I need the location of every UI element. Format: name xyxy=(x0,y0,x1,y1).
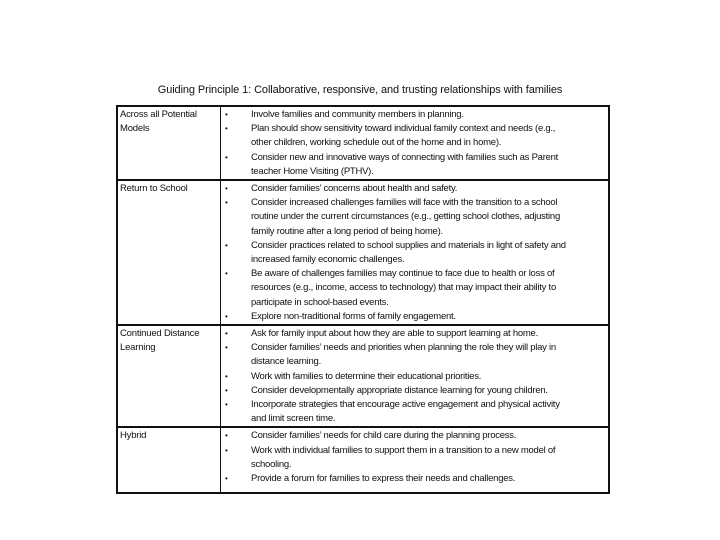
text-line: Consider increased challenges families will face with the transition to a school xyxy=(251,197,558,209)
list-item xyxy=(221,327,608,341)
text-line: Involve families and community members in planning. xyxy=(251,109,464,120)
bullet-icon: • xyxy=(225,400,228,410)
bullet-text xyxy=(251,122,608,150)
text-line: Consider families’ needs and priorities when planning the role they will play in xyxy=(251,342,556,354)
bullet-icon: • xyxy=(225,124,228,134)
category-cell xyxy=(118,181,221,324)
text-line: teacher Home Visiting (PTHV). xyxy=(251,165,374,177)
list-item xyxy=(221,196,608,239)
bullet-text xyxy=(251,384,608,398)
bullet-text xyxy=(251,398,608,426)
bullet-text xyxy=(251,370,608,384)
category-cell xyxy=(118,107,221,179)
bullet-icon: • xyxy=(225,385,228,395)
list-item xyxy=(221,370,608,384)
text-line: routine under the current circumstances (e.g., getting school clothes, adjusting xyxy=(251,211,560,223)
list-item xyxy=(221,151,608,179)
text-line: schooling. xyxy=(251,458,292,470)
list-item xyxy=(221,267,608,310)
text-line: distance learning. xyxy=(251,356,321,368)
text-line: Consider new and innovative ways of connecting with families such as Parent xyxy=(251,151,559,163)
category-cell xyxy=(118,326,221,426)
category-label: Across all Potential xyxy=(120,109,197,120)
bullet-icon: • xyxy=(225,110,228,119)
bullet-icon: • xyxy=(225,343,228,353)
text-line: Consider practices related to school supplies and materials in light of safety and xyxy=(251,239,566,251)
bullet-icon: • xyxy=(225,184,228,194)
bullet-icon: • xyxy=(225,431,228,441)
bullet-list xyxy=(221,326,608,426)
list-item xyxy=(221,239,608,267)
bullet-icon: • xyxy=(225,152,228,162)
list-item xyxy=(221,108,608,122)
text-line: Plan should show sensitivity toward individual family context and needs (e.g., xyxy=(251,123,556,135)
text-line: Provide a forum for families to express their needs and challenges. xyxy=(251,473,516,485)
bullet-text xyxy=(251,151,608,179)
text-line: and limit screen time. xyxy=(251,413,336,425)
table-row xyxy=(118,324,608,426)
text-line: Ask for family input about how they are able to support learning at home. xyxy=(251,328,538,340)
text-line: Consider developmentally appropriate distance learning for young children. xyxy=(251,384,548,396)
bullet-text xyxy=(251,182,608,196)
text-line: increased family economic challenges. xyxy=(251,254,405,266)
table-row xyxy=(118,179,608,324)
list-item xyxy=(221,444,608,472)
text-line: Consider families’ concerns about health and safety. xyxy=(251,183,458,195)
bullet-text xyxy=(251,239,608,267)
bullet-icon: • xyxy=(225,371,228,381)
bullet-text xyxy=(251,108,608,122)
bullet-icon: • xyxy=(225,445,228,455)
bullet-icon: • xyxy=(225,311,228,321)
principles-table xyxy=(116,105,610,494)
list-item xyxy=(221,398,608,426)
category-label: Models xyxy=(120,123,150,135)
bullet-text xyxy=(251,310,608,324)
list-item xyxy=(221,310,608,324)
bullet-icon: • xyxy=(225,269,228,279)
list-item xyxy=(221,429,608,443)
text-line: Incorporate strategies that encourage active engagement and physical activity xyxy=(251,399,560,411)
list-item xyxy=(221,384,608,398)
category-cell xyxy=(118,428,221,492)
bullet-text xyxy=(251,196,608,239)
text-line: Work with individual families to support them in a transition to a new model of xyxy=(251,444,556,456)
category-label: Return to School xyxy=(120,183,188,195)
text-line: other children, working schedule out of the home and in home). xyxy=(251,137,502,149)
bullet-icon: • xyxy=(225,329,228,339)
text-line: Work with families to determine their educational priorities. xyxy=(251,370,482,382)
bullet-text xyxy=(251,327,608,341)
bullet-list xyxy=(221,107,608,179)
list-item xyxy=(221,341,608,369)
bullet-text xyxy=(251,429,608,443)
list-item xyxy=(221,122,608,150)
list-item xyxy=(221,472,608,486)
bullet-text xyxy=(251,341,608,369)
bullet-text xyxy=(251,444,608,472)
text-line: participate in school-based events. xyxy=(251,296,389,308)
table-row xyxy=(118,426,608,492)
bullet-text xyxy=(251,472,608,486)
page-title: Guiding Principle 1: Collaborative, responsive, and trusting relationships with families xyxy=(157,84,563,96)
bullet-icon: • xyxy=(225,474,228,484)
list-item xyxy=(221,182,608,196)
category-label: Learning xyxy=(120,342,156,354)
category-label: Hybrid xyxy=(120,430,147,442)
text-line: Explore non-traditional forms of family engagement. xyxy=(251,310,456,322)
bullet-icon: • xyxy=(225,198,228,208)
category-label: Continued Distance xyxy=(120,328,200,340)
text-line: Be aware of challenges families may continue to face due to health or loss of xyxy=(251,268,555,280)
bullet-text xyxy=(251,267,608,310)
text-line: resources (e.g., income, access to technology) that may impact their ability to xyxy=(251,282,556,294)
bullet-list xyxy=(221,428,608,492)
bullet-list xyxy=(221,181,608,324)
bullet-icon: • xyxy=(225,240,228,250)
table-row xyxy=(118,107,608,179)
text-line: Consider families’ needs for child care during the planning process. xyxy=(251,430,517,442)
text-line: family routine after a long period of being home). xyxy=(251,225,443,237)
